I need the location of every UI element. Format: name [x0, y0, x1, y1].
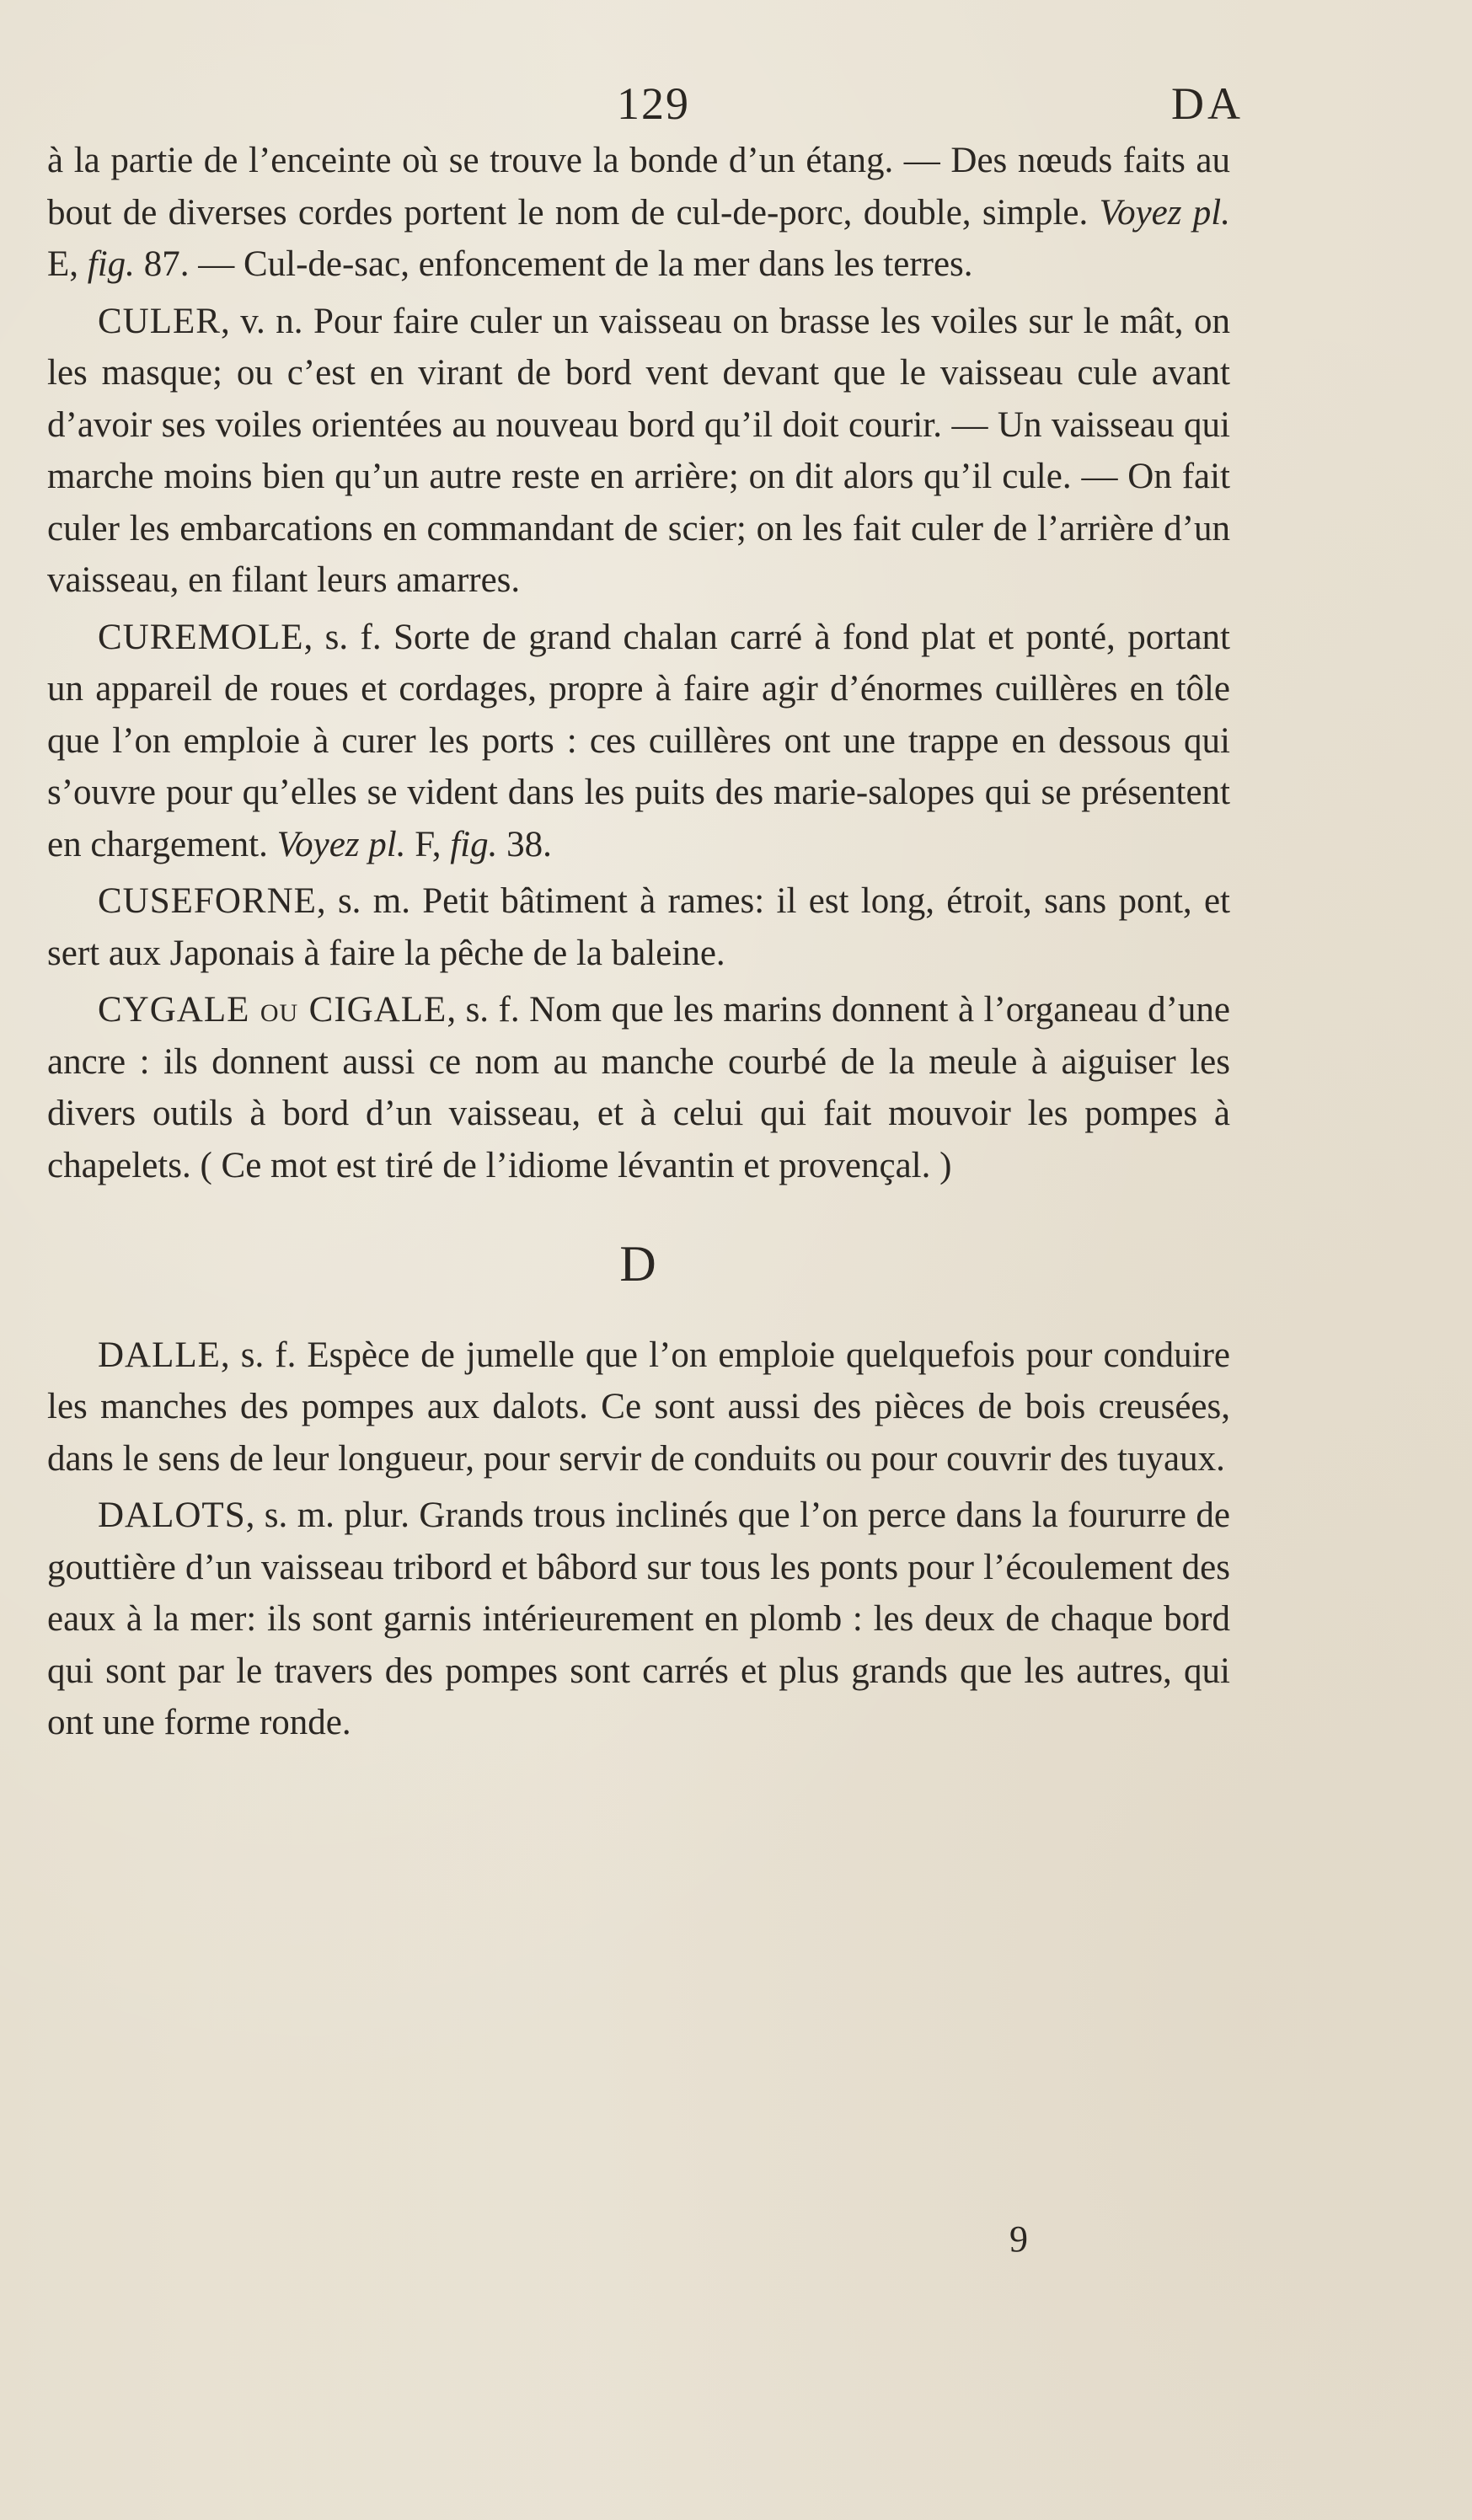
fig-number: 38. — [497, 824, 552, 864]
headword: CUREMOLE — [98, 617, 304, 657]
definition: , v. n. Pour faire culer un vaisseau on brasse les voiles sur le mât, on les masque; ou c’est en virant de bord vent devant que le vaisseau cule avant d’avoir ses voiles orientées au nouveau bord qu’il doit courir. — Un vaisseau qui marche moins bien qu’un autre reste en arrière; on dit alors qu’il cule. — On fait culer les embarcations en commandant de scier; on les fait culer de l’arrière d’un vaisseau, en filant leurs amarres. — [47, 301, 1230, 600]
continuation-paragraph — [47, 135, 1230, 291]
entry-curemole — [47, 612, 1230, 871]
fig-ref: fig. — [450, 824, 498, 864]
signature-mark: 9 — [1009, 2218, 1028, 2260]
headword: DALOTS — [98, 1495, 246, 1535]
headword: CUSEFORNE — [98, 881, 317, 921]
headword: DALLE — [98, 1335, 221, 1375]
entry-cuseforne — [47, 875, 1230, 979]
continuation-text-1: à la partie de l’enceinte où se trouve la bonde d’un étang. — Des nœuds faits au bout de diverses cordes portent le nom de cul-de-porc, double, simple. — [47, 141, 1230, 233]
definition: , s. f. Sorte de grand chalan carré à fond plat et ponté, portant un appareil de roues et cordages, propre à faire agir d’énormes cuillères en tôle que l’on emploie à curer les ports : ces cuillères ont une trappe en dessous qui s’ouvre pour qu’elles se vident dans les puits des marie-salopes qui se présentent en chargement. — [47, 617, 1230, 864]
section-letter: D — [619, 1236, 658, 1292]
definition: , s. m. plur. Grands trous inclinés que l’on perce dans la foururre de gouttière d’un vaisseau tribord et bâbord sur tous les ponts pour l’écoulement des eaux à la mer: ils sont garnis intérieurement en plomb : les deux de chaque bord qui sont par le travers des pompes sont carrés et plus grands que les autres, qui ont une forme ronde. — [47, 1495, 1230, 1742]
section-gap — [47, 1191, 1230, 1239]
headword: CYGALE ou CIGALE — [98, 990, 447, 1030]
entry-dalots — [47, 1490, 1230, 1749]
voyez-ref: Voyez pl. — [1099, 192, 1230, 233]
plate-ref: E, — [47, 244, 88, 284]
entry-cygale — [47, 984, 1230, 1191]
continuation-text-2: 87. — Cul-de-sac, enfoncement de la mer dans les terres. — [134, 244, 973, 284]
definition: , s. f. Espèce de jumelle que l’on emploie quelquefois pour conduire les manches des pompes aux dalots. Ce sont aussi des pièces de bois creusées, dans le sens de leur longueur, pour servir de conduits ou pour couvrir des tuyaux. — [47, 1335, 1230, 1479]
entry-dalle — [47, 1330, 1230, 1485]
headword: CULER — [98, 301, 221, 341]
definition: , s. m. Petit bâtiment à rames: il est long, étroit, sans pont, et sert aux Japonais à faire la pêche de la baleine. — [47, 881, 1230, 973]
fig-ref: fig. — [87, 244, 135, 284]
running-head: DA — [1171, 78, 1244, 129]
plate-ref: F, — [405, 824, 451, 864]
dictionary-text — [47, 135, 1230, 1749]
page-header — [88, 78, 1244, 136]
page-number: 129 — [617, 78, 690, 129]
voyez-ref: Voyez pl. — [276, 824, 406, 864]
definition: , s. f. Nom que les marins donnent à l’organeau d’une ancre : ils donnent aussi ce nom au manche courbé de la meule à aiguiser les divers outils à bord d’un vaisseau, et à celui qui fait mouvoir les pompes à chapelets. ( Ce mot est tiré de l’idiome lévantin et provençal. ) — [47, 990, 1230, 1185]
entry-culer — [47, 296, 1230, 607]
